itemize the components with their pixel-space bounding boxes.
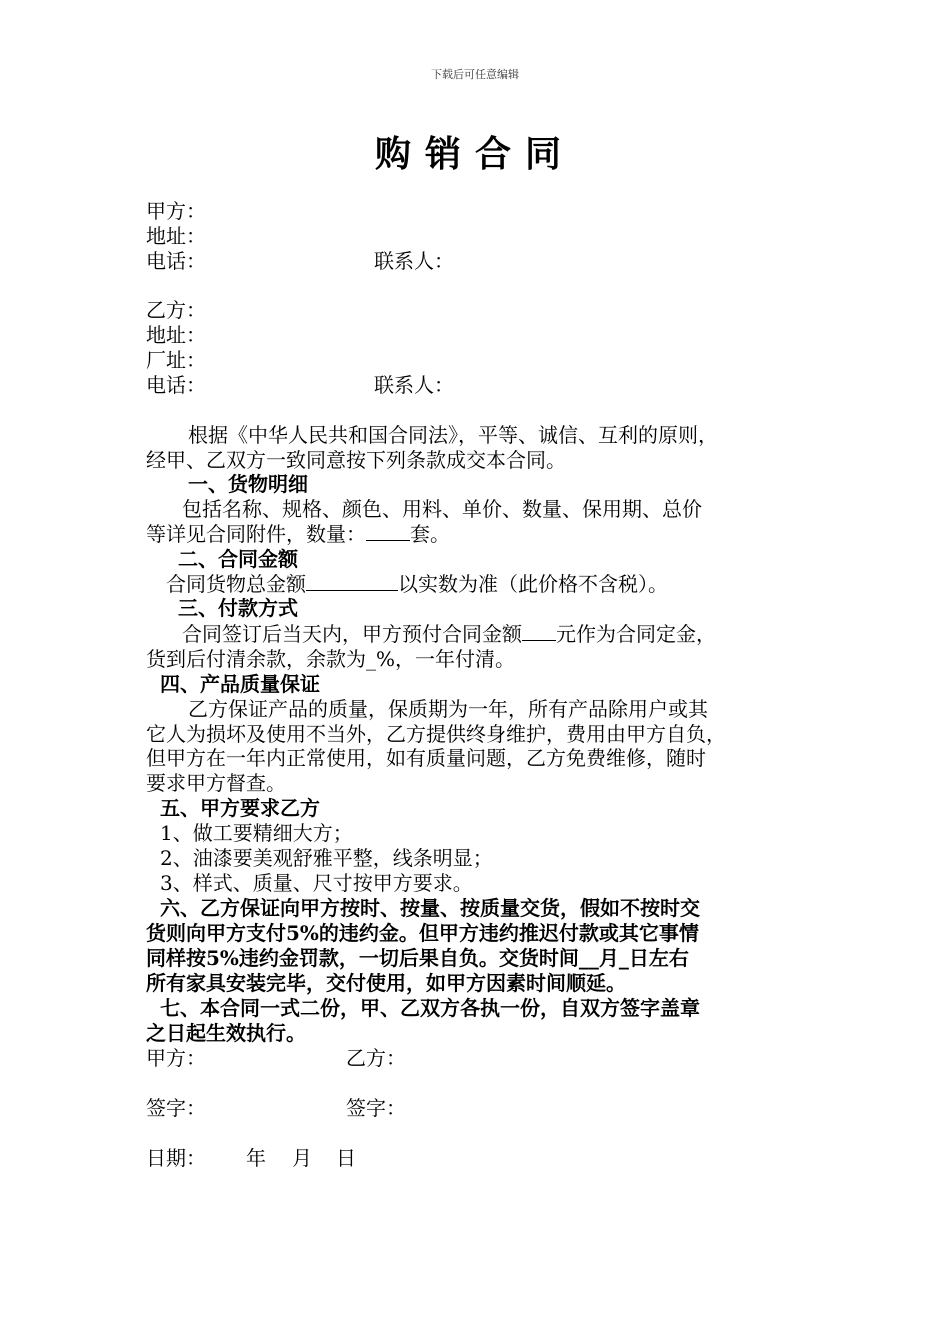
section-5-item-2: 2、油漆要美观舒雅平整，线条明显；: [160, 846, 493, 870]
section-2-line: [166, 572, 668, 597]
section-2-heading: 二、合同金额: [178, 547, 298, 571]
section-6-line-1: 六、乙方保证向甲方按时、按量、按质量交货，假如不按时交: [160, 896, 700, 920]
section-1-line-2: [146, 522, 450, 547]
section-1-line-1: 包括名称、规格、颜色、用料、单价、数量、保用期、总价: [182, 497, 702, 521]
section-6-line-2: 货则向甲方支付5%的违约金。但甲方违约推迟付款或其它事情: [146, 921, 699, 945]
section-2-pre: 合同货物总金额: [166, 572, 306, 596]
section-7-line-2: 之日起生效执行。: [146, 1021, 306, 1045]
section-3-pre: 合同签订后当天内，甲方预付合同金额: [182, 622, 522, 646]
section-3-heading: 三、付款方式: [178, 596, 298, 620]
signature-b: 签字：: [346, 1096, 406, 1120]
section-1-unit: 套。: [410, 522, 450, 546]
party-b-factory: 厂址：: [146, 348, 206, 372]
amount-blank: [306, 572, 398, 591]
intro-line-1: 根据《中华人民共和国合同法》，平等、诚信、互利的原则，: [188, 423, 718, 447]
party-a-contact: 联系人：: [374, 249, 454, 273]
header-note: 下载后可任意编辑: [431, 68, 519, 81]
party-a-label: 甲方：: [146, 199, 206, 223]
section-4-line-2: 它人为损坏及使用不当外，乙方提供终身维护，费用由甲方自负，: [146, 722, 726, 746]
section-2-post: 以实数为准（此价格不含税）。: [398, 572, 668, 596]
date-year: 年: [246, 1146, 266, 1170]
section-4-line-4: 要求甲方督查。: [146, 771, 286, 795]
party-b-contact: 联系人：: [374, 373, 454, 397]
section-4-line-1: 乙方保证产品的质量，保质期为一年，所有产品除用户或其: [188, 697, 708, 721]
party-b-phone: 电话：: [146, 373, 206, 397]
section-3-line-2: 货到后付清余款，余款为_%，一年付清。: [146, 647, 516, 671]
sign-party-b: 乙方：: [346, 1046, 406, 1070]
section-4-heading: 四、产品质量保证: [160, 672, 320, 696]
party-b-label: 乙方：: [146, 298, 206, 322]
section-1-heading: 一、货物明细: [188, 472, 308, 496]
section-7-line-1: 七、本合同一式二份，甲、乙双方各执一份，自双方签字盖章: [160, 996, 700, 1020]
date-day: 日: [336, 1146, 356, 1170]
party-b-address: 地址：: [146, 323, 206, 347]
section-5-item-3: 3、样式、质量、尺寸按甲方要求。: [160, 871, 473, 895]
quantity-blank: [366, 522, 410, 541]
section-1-text: 等详见合同附件，数量：: [146, 522, 366, 546]
intro-line-2: 经甲、乙双方一致同意按下列条款成交本合同。: [146, 448, 566, 472]
document-title: 购销合同: [374, 133, 575, 175]
section-5-item-1: 1、做工要精细大方；: [160, 821, 353, 845]
party-a-phone: 电话：: [146, 249, 206, 273]
date-label: 日期：: [146, 1146, 206, 1170]
section-6-line-3: 同样按5%违约金罚款，一切后果自负。交货时间__月_日左右: [146, 946, 689, 970]
section-4-line-3: 但甲方在一年内正常使用，如有质量问题，乙方免费维修，随时: [146, 746, 706, 770]
section-3-post: 元作为合同定金，: [556, 622, 716, 646]
date-month: 月: [292, 1146, 312, 1170]
section-6-line-4: 所有家具安装完毕，交付使用，如甲方因素时间顺延。: [146, 971, 626, 995]
party-a-address: 地址：: [146, 224, 206, 248]
section-3-line-1: [182, 622, 716, 647]
sign-party-a: 甲方：: [146, 1046, 206, 1070]
deposit-blank: [522, 622, 556, 641]
signature-a: 签字：: [146, 1096, 206, 1120]
section-5-heading: 五、甲方要求乙方: [160, 796, 320, 820]
